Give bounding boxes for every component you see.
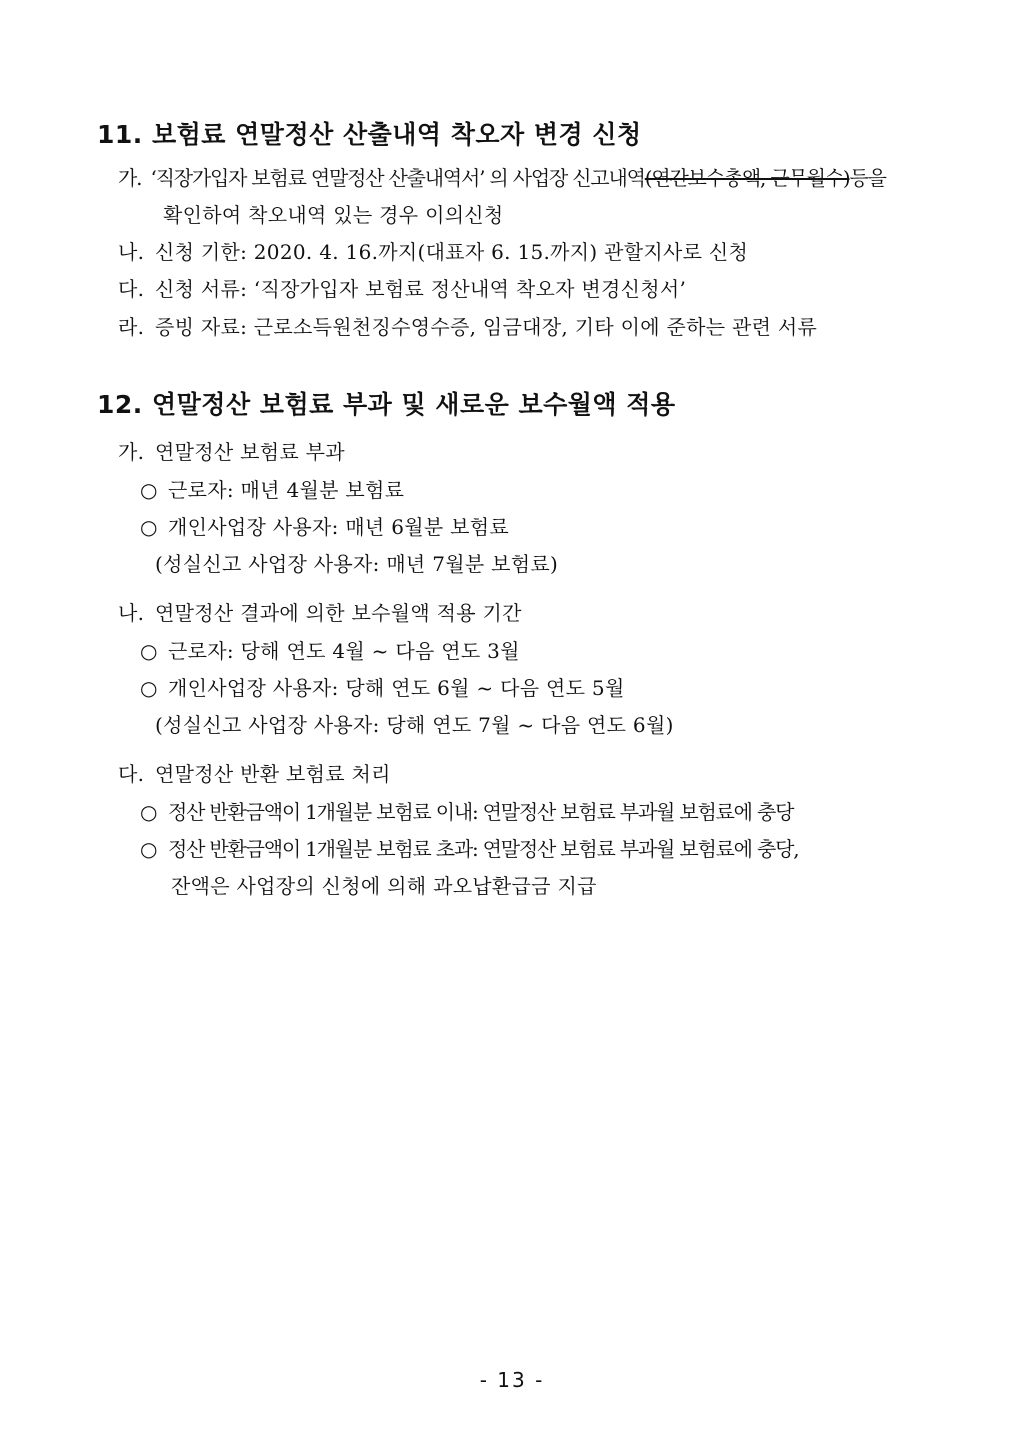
section-12-ga-bullet-1: [140, 474, 404, 503]
item-marker: 나.: [118, 601, 145, 625]
section-12-ga-note: (성실신고 사업장 사용자: 매년 7월분 보험료): [155, 552, 559, 576]
item-text: 연말정산 보험료 부과: [154, 440, 345, 464]
circle-bullet-icon: ○: [140, 515, 158, 539]
bullet-text: 근로자: 매년 4월분 보험료: [168, 478, 405, 502]
bullet-text: 개인사업장 사용자: 매년 6월분 보험료: [168, 515, 509, 539]
item-marker: 다.: [118, 762, 145, 786]
item-marker: 가.: [118, 166, 142, 190]
item-text: 신청 기한: 2020. 4. 16.까지(대표자 6. 15.까지) 관할지사로 신청: [154, 240, 749, 264]
bullet-text: 개인사업장 사용자: 당해 연도 6월 ~ 다음 연도 5월: [168, 676, 625, 700]
bullet-text: 정산 반환금액이 1개월분 보험료 이내: 연말정산 보험료 부과월 보험료에 충당: [168, 800, 794, 824]
section-12-da-bullet-1: [140, 796, 793, 825]
circle-bullet-icon: ○: [140, 478, 158, 502]
section-12-da-continuation: 잔액은 사업장의 신청에 의해 과오납환급금 지급: [171, 874, 597, 898]
section-12-da-bullet-2: [140, 833, 798, 862]
page-number: - 13 -: [479, 1368, 545, 1392]
section-11-item-ga: [118, 162, 886, 191]
section-11-item-na: [118, 236, 748, 265]
item-text-end: 등을: [849, 166, 886, 190]
section-12-ga-bullet-2: [140, 511, 509, 540]
bullet-text: 근로자: 당해 연도 4월 ~ 다음 연도 3월: [168, 639, 520, 663]
circle-bullet-icon: ○: [140, 837, 157, 861]
item-text: ‘직장가입자 보험료 연말정산 산출내역서’ 의 사업장 신고내역: [150, 166, 645, 190]
item-marker: 라.: [118, 315, 145, 339]
item-marker: 가.: [118, 440, 145, 464]
section-12-ga-heading: [118, 436, 345, 465]
section-12-na-bullet-1: [140, 635, 520, 664]
item-text: 연말정산 반환 보험료 처리: [154, 762, 391, 786]
section-12-na-note: (성실신고 사업장 사용자: 당해 연도 7월 ~ 다음 연도 6월): [155, 713, 674, 737]
item-text: 증빙 자료: 근로소득원천징수영수증, 임금대장, 기타 이에 준하는 관련 서류: [154, 315, 818, 339]
circle-bullet-icon: ○: [140, 676, 158, 700]
section-11-item-ga-continuation: 확인하여 착오내역 있는 경우 이의신청: [163, 203, 504, 227]
item-marker: 나.: [118, 240, 145, 264]
item-text: 신청 서류: ‘직장가입자 보험료 정산내역 착오자 변경신청서’: [154, 277, 687, 301]
section-12-title: 12. 연말정산 보험료 부과 및 새로운 보수월액 적용: [97, 390, 676, 419]
section-11-title: 11. 보험료 연말정산 산출내역 착오자 변경 신청: [97, 120, 642, 149]
item-text: 연말정산 결과에 의한 보수월액 적용 기간: [154, 601, 522, 625]
section-12-na-heading: [118, 597, 522, 626]
item-marker: 다.: [118, 277, 145, 301]
section-12-na-bullet-2: [140, 672, 625, 701]
bullet-text: 정산 반환금액이 1개월분 보험료 초과: 연말정산 보험료 부과월 보험료에 충당,: [168, 837, 799, 861]
section-11-item-ra: [118, 311, 817, 340]
section-12-da-heading: [118, 758, 391, 787]
struck-text: (연간보수총액, 근무월수): [644, 166, 850, 190]
circle-bullet-icon: ○: [140, 800, 157, 824]
section-11-item-da: [118, 273, 686, 302]
circle-bullet-icon: ○: [140, 639, 158, 663]
